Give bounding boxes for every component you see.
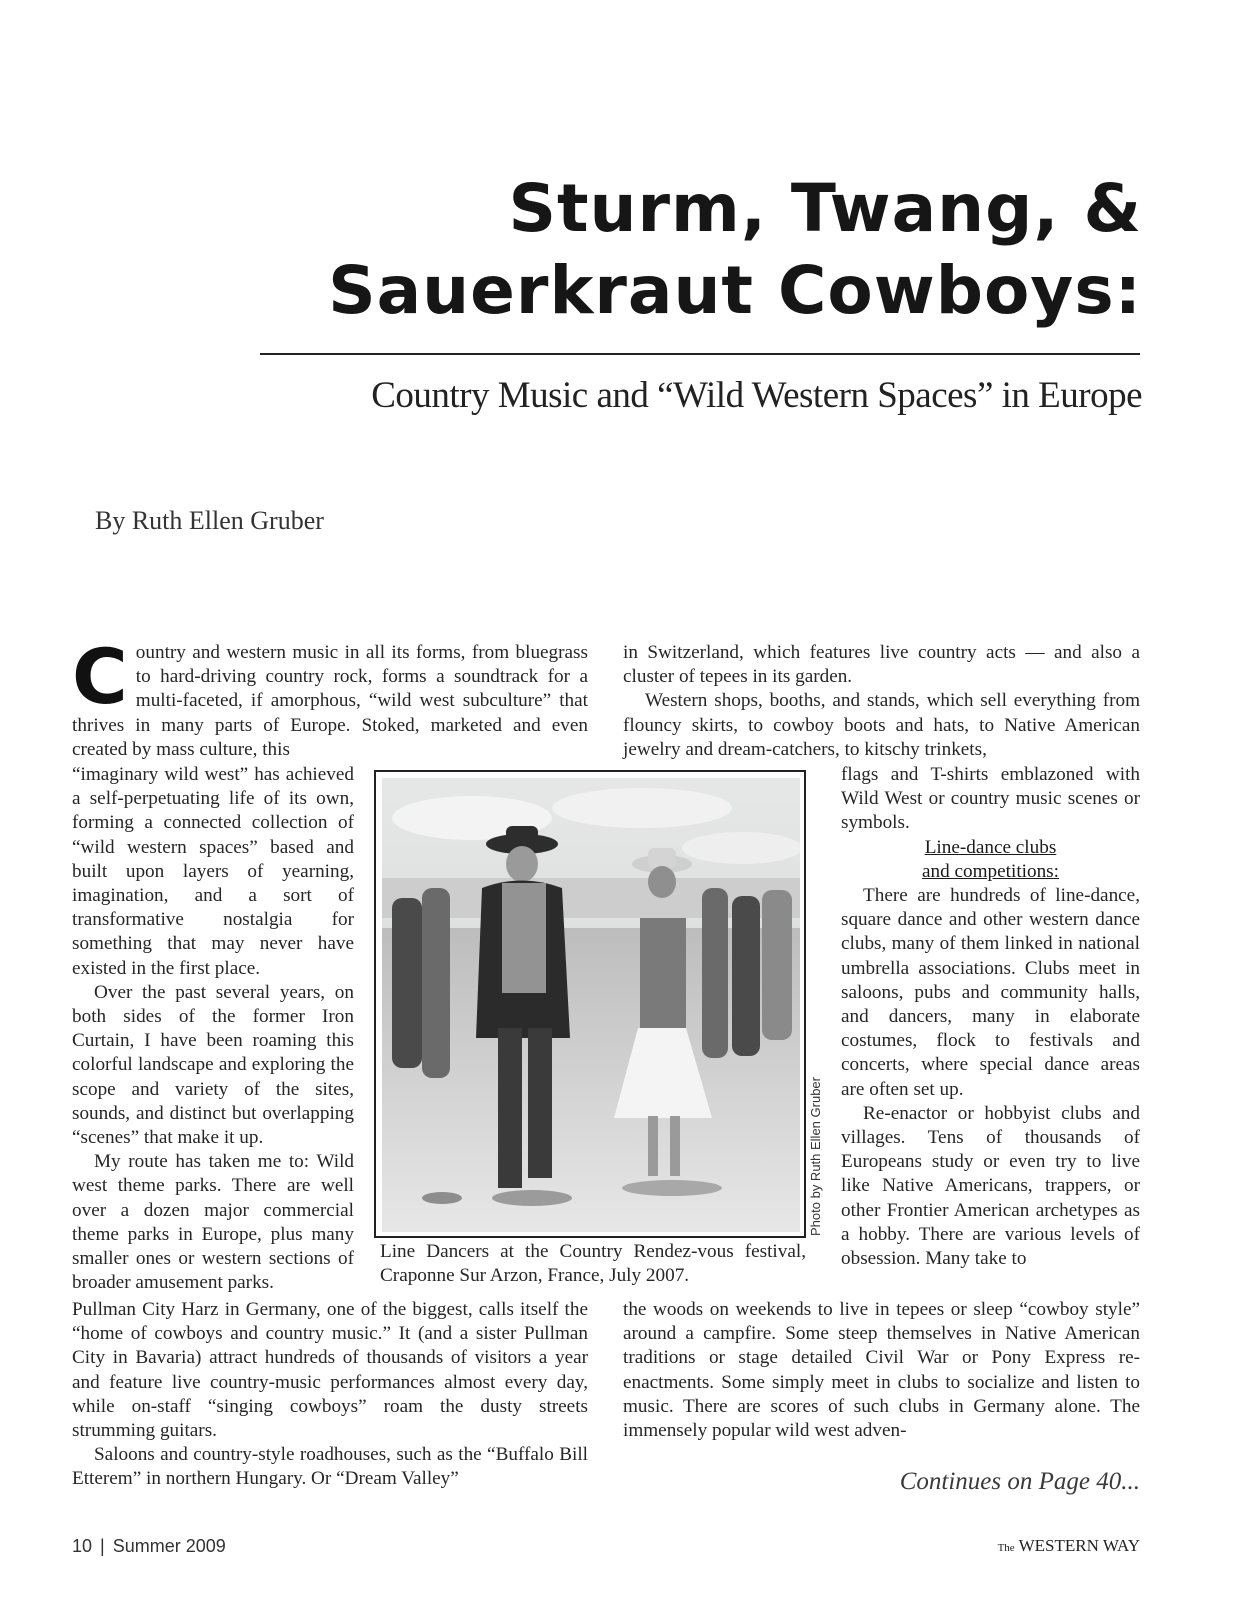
- intro-paragraph: Country and western music in all its forms, from bluegrass to hard-driving country rock, forms a soundtrack for a multi-faceted, if amorphous, “wild west subculture” that thrives in many parts of Europe. Stoked, marketed and even created by mass culture, this: [72, 632, 588, 760]
- paragraph-roaming: Over the past several years, on both sides of the former Iron Curtain, I have been roaming this colorful landscape and exploring the scope and variety of the sites, sounds, and distinct but overlapping “scenes” that make it up.: [72, 981, 354, 1149]
- publication-name: [998, 1536, 1140, 1556]
- right-column-narrow: [841, 763, 1140, 1271]
- left-column-bottom: [72, 1298, 588, 1492]
- title-line-2: Sauerkraut Cowboys:: [328, 252, 1142, 329]
- continues-note: Continues on Page 40...: [899, 1468, 1140, 1495]
- paragraph-reenactors: Re-enactor or hobbyist clubs and villages. Tens of thousands of Europeans study or even try to live like Native Americans, trappers, or other Frontier American archetypes as a hobby. There are various levels of obsession. Many take to: [841, 1102, 1140, 1270]
- section-subhead: Line-dance clubs and competitions:: [922, 836, 1059, 882]
- paragraph-reenactors-cont: the woods on weekends to live in tepees or sleep “cowboy style” around a campfire. Some steep themselves in Native American traditions or stage detailed Civil War or Pony Express re-enactments. Some simply meet in clubs to socialize and listen to music. There are scores of such clubs in Germany alone. The immensely popular wild west adven-: [623, 1299, 1140, 1442]
- paragraph-line-dance: There are hundreds of line-dance, square dance and other western dance clubs, many of them linked in national umbrella associations. Clubs meet in saloons, pubs and community halls, and dancers, many in elaborate costumes, flock to festivals and concerts, where special dance areas are often set up.: [841, 885, 1140, 1100]
- article-subtitle: Country Music and “Wild Western Spaces” in Europe: [371, 375, 1142, 416]
- issue-label: Summer 2009: [112, 1536, 226, 1556]
- paragraph-pullman: Pullman City Harz in Germany, one of the biggest, calls itself the “home of cowboys and country music.” It (and a sister Pullman City in Bavaria) attract hundreds of thousands of visitors a year and feature live country-music performances almost every day, while on-staff “singing cowboys” roam the dusty streets strumming guitars.: [72, 1299, 588, 1442]
- right-column-bottom: [623, 1298, 1140, 1443]
- publication-title: WESTERN WAY: [1018, 1536, 1140, 1555]
- right-column-top: [623, 641, 1140, 762]
- paragraph-saloons-cont: in Switzerland, which features live country acts — and also a cluster of tepees in its garden.: [623, 642, 1140, 688]
- paragraph-route: My route has taken me to: Wild west theme parks. There are well over a dozen major commercial theme parks in Europe, plus many smaller ones or western sections of broader amusement parks.: [72, 1151, 354, 1294]
- folio-separator: |: [100, 1536, 105, 1556]
- intro-paragraph-cont: “imaginary wild west” has achieved a self-perpetuating life of its own, forming a connected collection of “wild western spaces” based and built upon layers of yearning, imagination, and a sort of transformative nostalgia for something that may never have existed in the first place.: [72, 764, 354, 979]
- line-dancers-photo: [382, 778, 800, 1232]
- photo-illustration: [382, 778, 800, 1232]
- paragraph-saloons: Saloons and country-style roadhouses, such as the “Buffalo Bill Etterem” in northern Hungary. Or “Dream Valley”: [72, 1444, 588, 1490]
- paragraph-shops-cont: flags and T-shirts emblazoned with Wild West or country music scenes or symbols.: [841, 764, 1140, 834]
- page-number: 10: [72, 1536, 93, 1556]
- photo-credit: Photo by Ruth Ellen Gruber: [808, 1077, 823, 1236]
- left-column-narrow: [72, 763, 354, 1295]
- left-column-top: [72, 632, 588, 762]
- article-title: [222, 168, 1142, 332]
- photo-frame: [374, 770, 806, 1238]
- publication-article: The: [997, 1542, 1015, 1554]
- title-line-1: Sturm, Twang, &: [508, 170, 1142, 247]
- drop-cap: C: [72, 632, 128, 721]
- title-divider: [260, 353, 1140, 355]
- paragraph-shops: Western shops, booths, and stands, which sell everything from flouncy skirts, to cowboy boots and hats, to Native American jewelry and dream-catchers, to kitschy trinkets,: [623, 690, 1140, 760]
- page-folio: [72, 1536, 226, 1557]
- byline: By Ruth Ellen Gruber: [95, 506, 324, 535]
- photo-caption: Line Dancers at the Country Rendez-vous festival, Craponne Sur Arzon, France, July 2007.: [380, 1241, 806, 1287]
